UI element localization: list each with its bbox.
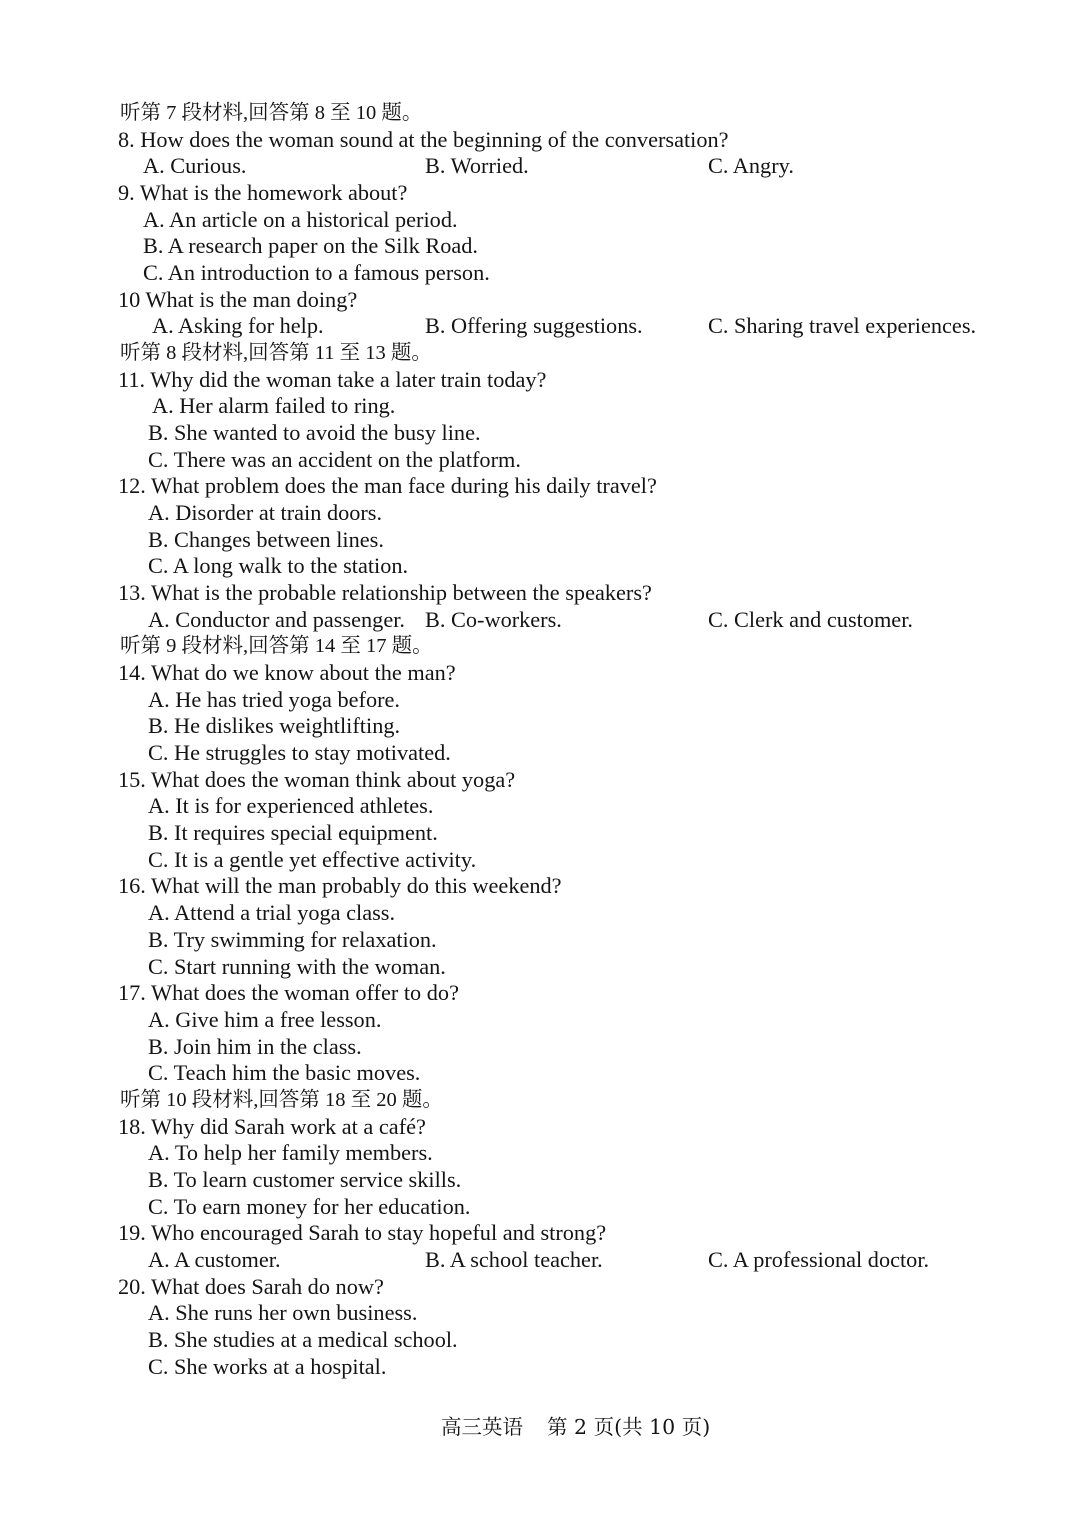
- footer-page-number: 第 2 页(共 10 页): [547, 1415, 711, 1439]
- option-b: B. To learn customer service skills.: [148, 1166, 462, 1192]
- question-stem: 18. Why did Sarah work at a café?: [118, 1113, 426, 1139]
- section-heading: 听第 8 段材料,回答第 11 至 13 题。: [120, 342, 432, 365]
- option-b: B. He dislikes weightlifting.: [148, 713, 401, 739]
- question-stem: 17. What does the woman offer to do?: [118, 980, 459, 1006]
- option-c: C. There was an accident on the platform.: [148, 446, 521, 472]
- options-row: [0, 607, 1080, 634]
- question-stem: 13. What is the probable relationship between the speakers?: [118, 580, 652, 606]
- section-heading: 听第 7 段材料,回答第 8 至 10 题。: [120, 102, 423, 124]
- question-stem: 20. What does Sarah do now?: [118, 1273, 384, 1299]
- question-stem: 15. What does the woman think about yoga?: [118, 766, 516, 792]
- option-b: B. Offering suggestions.: [425, 313, 643, 339]
- option-b: B. She wanted to avoid the busy line.: [148, 420, 481, 446]
- options-row: [0, 313, 1080, 340]
- option-c: C. An introduction to a famous person.: [143, 260, 490, 286]
- option-a: A. He has tried yoga before.: [148, 686, 400, 712]
- question-stem: 14. What do we know about the man?: [118, 660, 456, 686]
- option-b: B. It requires special equipment.: [148, 820, 438, 846]
- option-a: A. Attend a trial yoga class.: [148, 900, 396, 926]
- option-c: C. A professional doctor.: [708, 1246, 930, 1272]
- option-b: B. She studies at a medical school.: [148, 1326, 458, 1352]
- option-b: B. A research paper on the Silk Road.: [143, 233, 478, 259]
- option-a: A. Asking for help.: [152, 313, 324, 339]
- option-a: A. To help her family members.: [148, 1140, 433, 1166]
- section-heading: 听第 10 段材料,回答第 18 至 20 题。: [120, 1088, 443, 1111]
- option-b: B. A school teacher.: [425, 1246, 603, 1272]
- option-a: A. Curious.: [143, 153, 247, 179]
- option-b: B. Join him in the class.: [148, 1033, 362, 1059]
- question-stem: 19. Who encouraged Sarah to stay hopeful and strong?: [118, 1220, 607, 1246]
- footer-subject: 高三英语: [441, 1415, 523, 1439]
- question-stem: 10 What is the man doing?: [118, 286, 358, 312]
- option-a: A. Her alarm failed to ring.: [152, 393, 396, 419]
- page-footer: [441, 1413, 710, 1441]
- option-a: A. A customer.: [148, 1246, 281, 1272]
- option-a: A. She runs her own business.: [148, 1300, 418, 1326]
- option-c: C. Teach him the basic moves.: [148, 1060, 421, 1086]
- question-stem: 8. How does the woman sound at the beginning of the conversation?: [118, 126, 729, 152]
- options-row: [0, 1247, 1080, 1274]
- question-stem: 11. Why did the woman take a later train today?: [118, 366, 547, 392]
- option-c: C. He struggles to stay motivated.: [148, 740, 451, 766]
- option-a: A. Disorder at train doors.: [148, 500, 383, 526]
- option-a: A. Give him a free lesson.: [148, 1006, 382, 1032]
- section-heading: 听第 9 段材料,回答第 14 至 17 题。: [120, 635, 433, 658]
- option-c: C. A long walk to the station.: [148, 553, 409, 579]
- option-b: B. Changes between lines.: [148, 526, 384, 552]
- question-stem: 9. What is the homework about?: [118, 180, 408, 206]
- option-c: C. Sharing travel experiences.: [708, 313, 977, 339]
- option-a: A. It is for experienced athletes.: [148, 793, 434, 819]
- option-b: B. Co-workers.: [425, 606, 562, 632]
- option-a: A. An article on a historical period.: [143, 206, 458, 232]
- option-c: C. To earn money for her education.: [148, 1193, 471, 1219]
- option-c: C. Start running with the woman.: [148, 953, 446, 979]
- option-c: C. She works at a hospital.: [148, 1353, 387, 1379]
- option-c: C. It is a gentle yet effective activity.: [148, 846, 477, 872]
- option-a: A. Conductor and passenger.: [148, 606, 405, 632]
- option-b: B. Worried.: [425, 153, 529, 179]
- option-c: C. Angry.: [708, 153, 794, 179]
- option-b: B. Try swimming for relaxation.: [148, 926, 437, 952]
- question-stem: 12. What problem does the man face during his daily travel?: [118, 473, 657, 499]
- option-c: C. Clerk and customer.: [708, 606, 913, 632]
- exam-page-body: [0, 100, 1080, 1380]
- question-stem: 16. What will the man probably do this weekend?: [118, 873, 562, 899]
- options-row: [0, 153, 1080, 180]
